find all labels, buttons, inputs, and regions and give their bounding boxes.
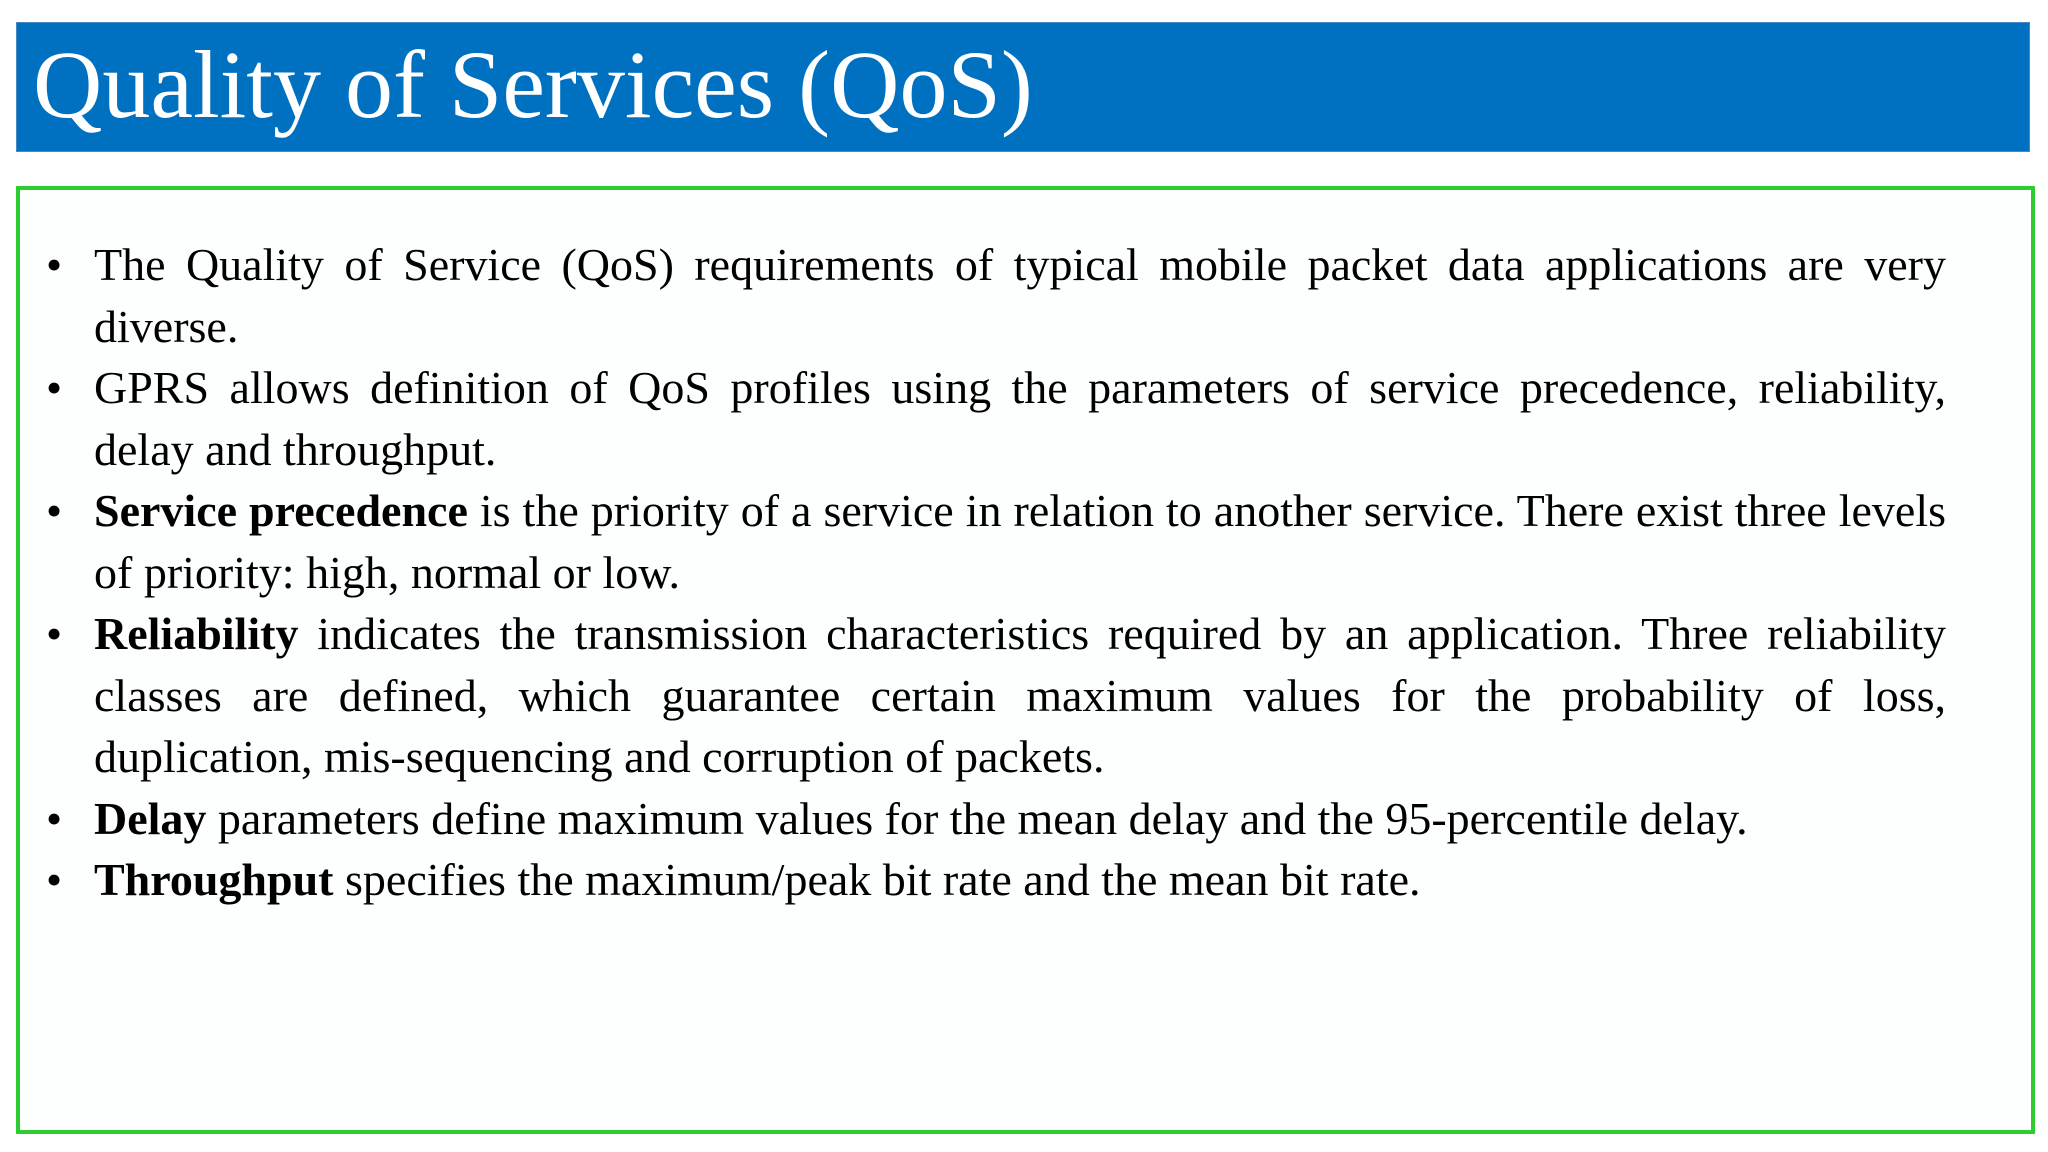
bullet-term: Reliability — [94, 608, 299, 659]
bullet-dot-icon: • — [45, 362, 63, 413]
content-box — [16, 186, 2035, 1134]
bullet-text: is the priority of a service in relation to another service. There exist three levels of priority: high, normal or low. — [94, 485, 1946, 598]
bullet-list — [20, 234, 2020, 911]
bullet-text: GPRS allows definition of QoS profiles using the parameters of service precedence, reliability, delay and throughput. — [94, 362, 1946, 475]
bullet-dot-icon: • — [45, 485, 63, 536]
bullet-text: parameters define maximum values for the mean delay and the 95-percentile delay. — [206, 792, 1748, 844]
bullet-text: indicates the transmission characteristics required by an application. Three reliability classes are defined, which guarantee certain maximum values for the probability of loss, duplication, mis-sequencing and corruption of packets. — [94, 608, 1946, 782]
bullet-term: Throughput — [94, 854, 334, 905]
bullet-dot-icon: • — [45, 854, 63, 905]
bullet-term: Service precedence — [94, 485, 468, 536]
bullet-item — [20, 788, 1946, 850]
slide-title: Quality of Services (QoS) — [33, 31, 1033, 138]
bullet-item — [20, 234, 1946, 357]
title-bar — [16, 22, 2030, 152]
bullet-term: Delay — [94, 792, 207, 844]
bullet-text: specifies the maximum/peak bit rate and the mean bit rate. — [333, 854, 1421, 905]
bullet-dot-icon: • — [45, 792, 63, 844]
bullet-item — [20, 603, 1946, 788]
bullet-item — [20, 849, 1946, 911]
bullet-text: The Quality of Service (QoS) requirements of typical mobile packet data applications are very diverse. — [94, 239, 1946, 352]
bullet-item — [20, 357, 1946, 480]
bullet-item — [20, 480, 1946, 603]
bullet-dot-icon: • — [45, 239, 63, 290]
bullet-dot-icon: • — [45, 608, 63, 659]
